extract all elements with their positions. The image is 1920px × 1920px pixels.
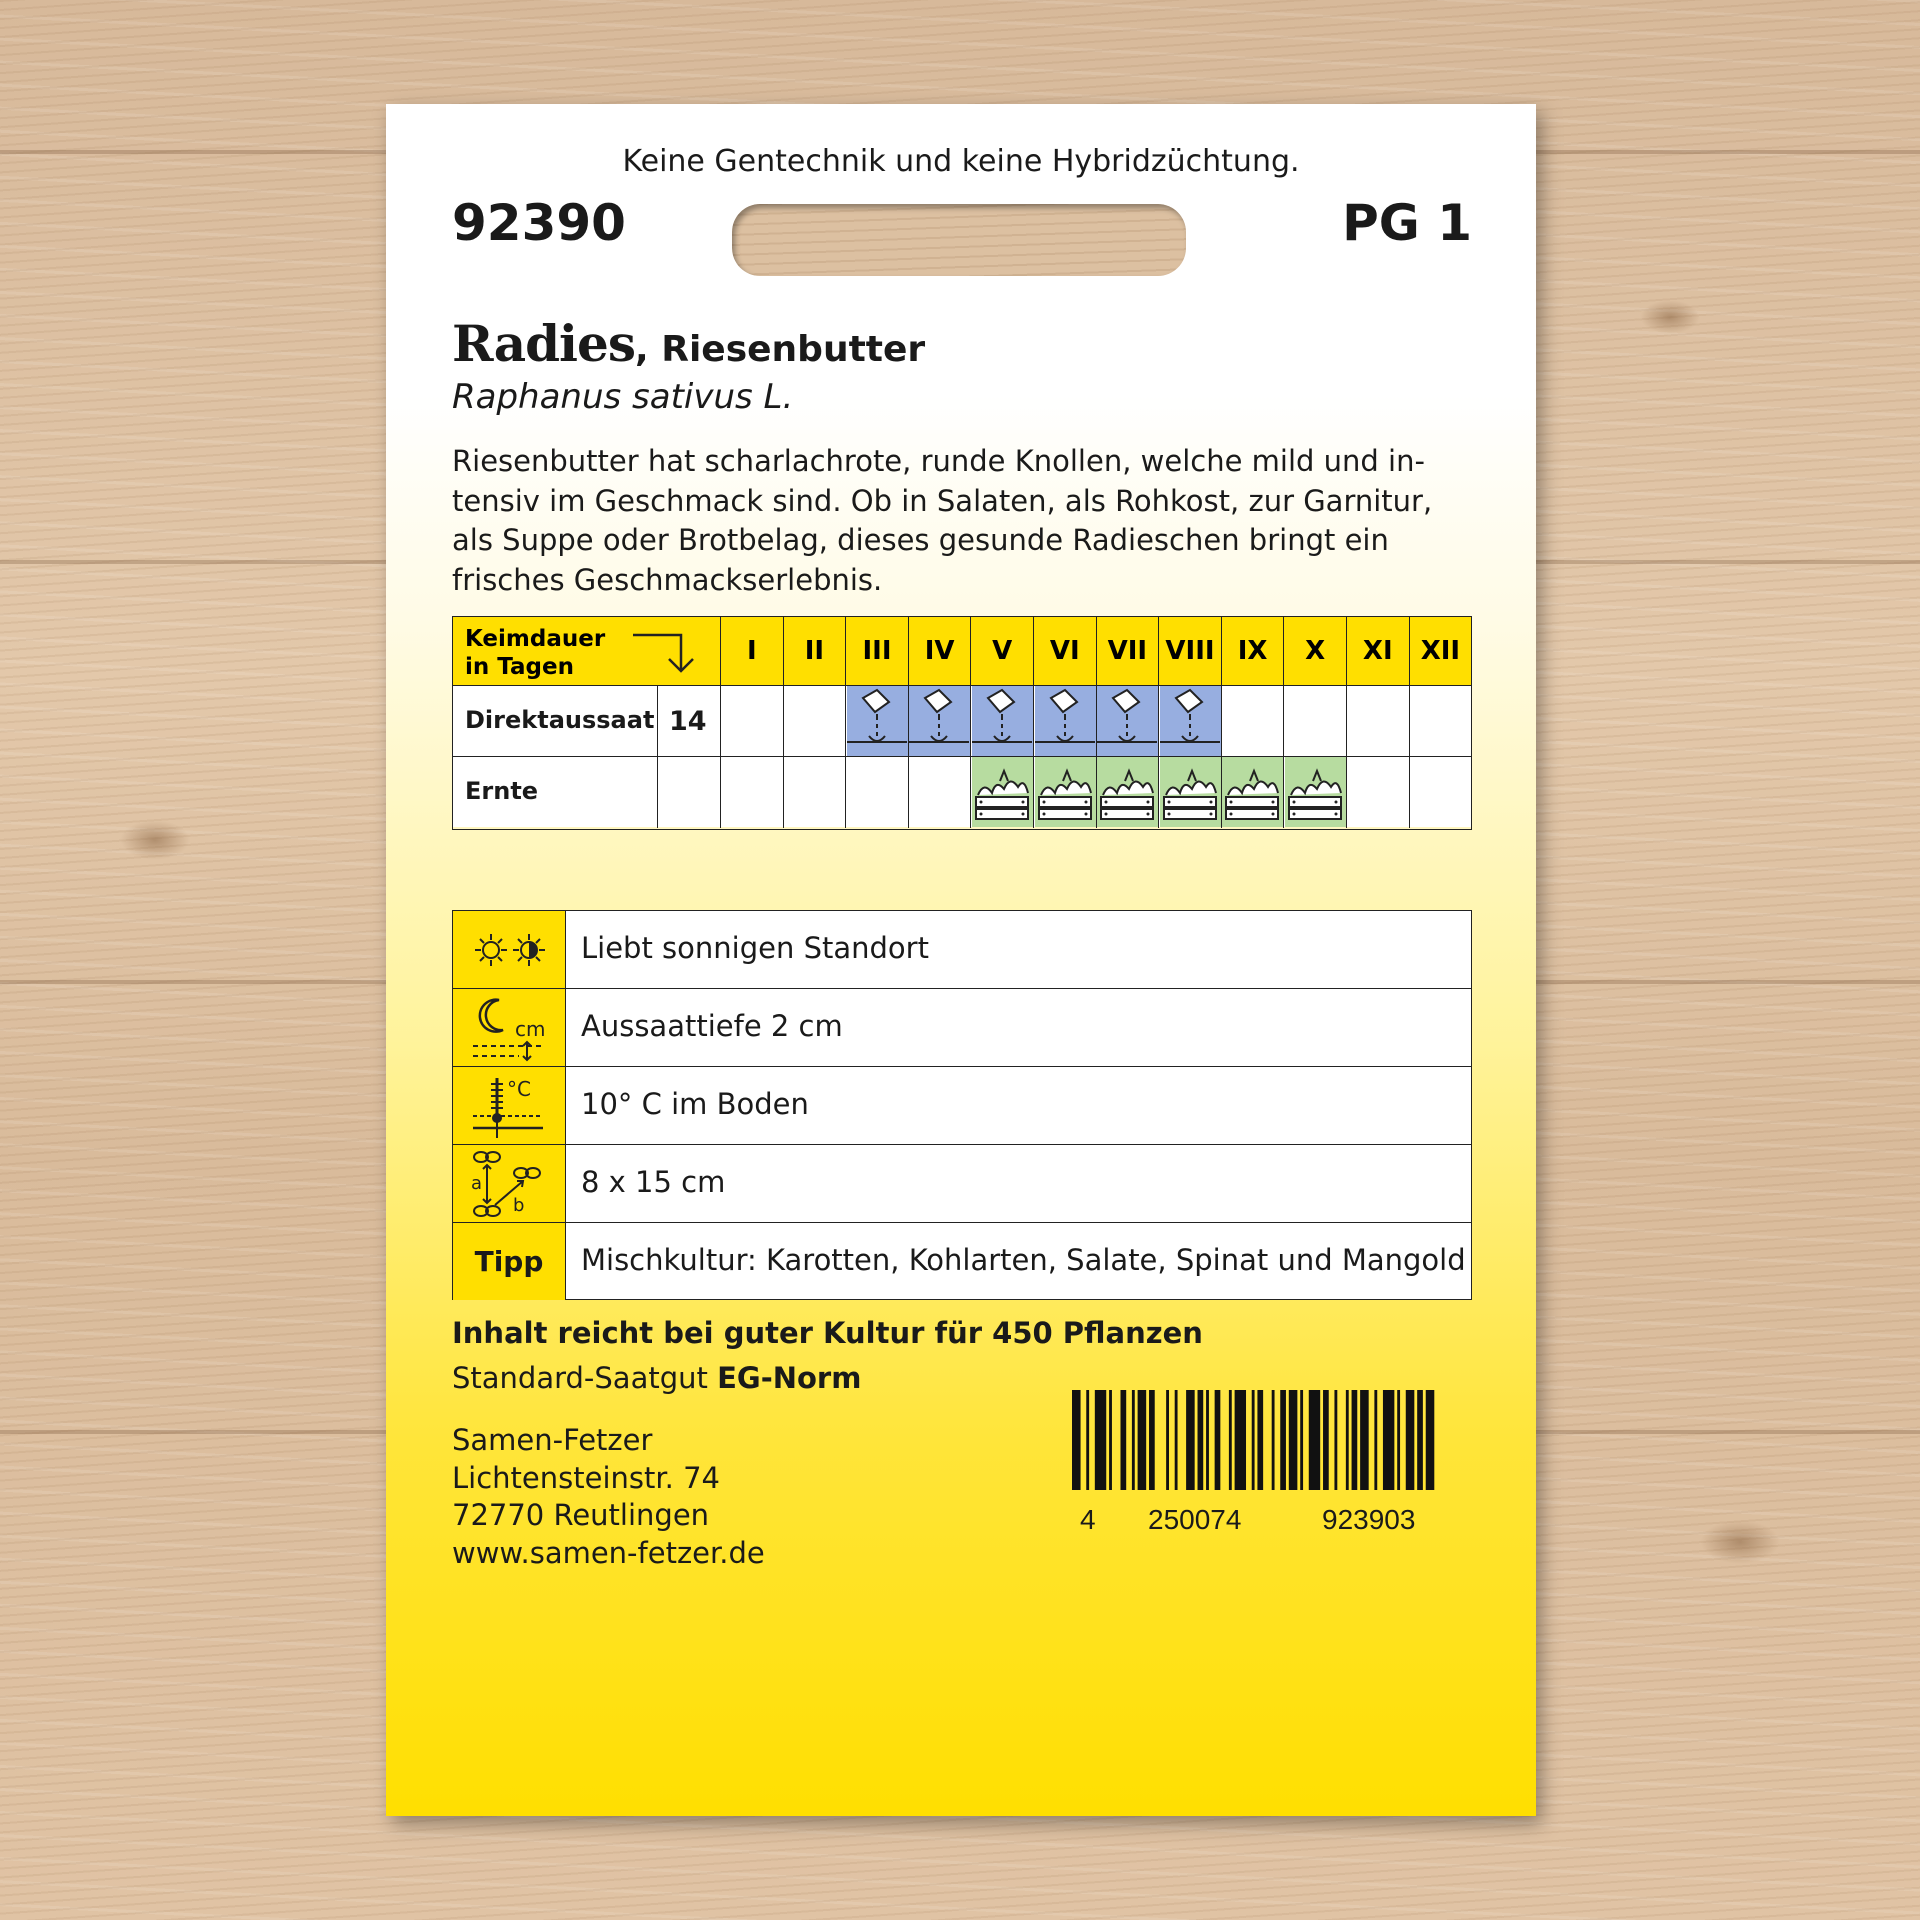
barcode-digits-left: 250074 <box>1148 1504 1242 1535</box>
barcode-bar <box>1252 1390 1255 1490</box>
sowing-calendar <box>452 616 1472 830</box>
seed-packet-icon <box>1097 686 1157 754</box>
address-line: 72770 Reutlingen <box>452 1498 710 1532</box>
soil-thermometer-icon <box>469 1072 549 1140</box>
info-icon-cell <box>453 1145 566 1222</box>
tagline: Keine Gentechnik und keine Hybridzüchtung. <box>622 144 1300 179</box>
barcode-bar <box>1072 1390 1081 1490</box>
barcode-bar <box>1426 1390 1435 1490</box>
barcode-bar <box>1109 1390 1112 1490</box>
barcode-bar <box>1309 1390 1320 1490</box>
barcode-bar <box>1374 1390 1377 1490</box>
icon-text-a: a <box>471 1172 483 1194</box>
month-header-VII: VII <box>1096 617 1159 685</box>
barcode-bar <box>1406 1390 1415 1490</box>
month-column-divider <box>1346 686 1347 828</box>
price-group: PG 1 <box>1342 194 1472 252</box>
description-line: frisches Geschmackserlebnis. <box>452 562 883 597</box>
barcode-digit-first: 4 <box>1080 1504 1096 1535</box>
harvest-crate-icon <box>1160 757 1220 825</box>
seed-packet-icon <box>909 686 969 754</box>
barcode-bar <box>1215 1390 1221 1490</box>
description-line: als Suppe oder Brotbelag, dieses gesunde Radieschen bringt ein <box>452 523 1389 557</box>
germination-label-line1: Keimdauer <box>465 626 606 652</box>
info-row-location <box>453 911 1471 989</box>
wood-knot <box>120 820 190 860</box>
description <box>452 442 1482 600</box>
plant-spacing-icon <box>469 1149 549 1219</box>
company-address <box>452 1422 765 1572</box>
info-text: Mischkultur: Karotten, Kohlarten, Salate, Spinat und Mangold <box>581 1243 1466 1277</box>
sowing-month-cell <box>1097 686 1158 756</box>
harvest-crate-icon <box>1035 757 1095 825</box>
barcode-bar <box>1095 1390 1106 1490</box>
harvest-month-cell <box>1035 757 1096 827</box>
barcode-bar <box>1272 1390 1275 1490</box>
info-row-depth <box>453 989 1471 1067</box>
info-text: Liebt sonnigen Standort <box>581 931 929 965</box>
info-row-temperature <box>453 1067 1471 1145</box>
barcode-bar <box>1417 1390 1423 1490</box>
wood-knot <box>1640 300 1700 334</box>
days-column-divider <box>657 686 658 828</box>
month-column-divider <box>720 686 721 828</box>
harvest-crate-icon <box>972 757 1032 825</box>
germination-label <box>465 625 605 681</box>
harvest-crate-icon <box>1097 757 1157 825</box>
seed-packet-icon <box>1160 686 1220 754</box>
info-icon-cell <box>453 1067 566 1144</box>
info-row-tip <box>453 1223 1471 1300</box>
barcode-bar <box>1300 1390 1303 1490</box>
barcode-bar <box>1120 1390 1126 1490</box>
product-title-variety: , Riesenbutter <box>635 329 926 370</box>
sowing-month-cell <box>1160 686 1221 756</box>
barcode-bar <box>1334 1390 1337 1490</box>
month-header-II: II <box>783 617 846 685</box>
description-line: Riesenbutter hat scharlachrote, runde Knollen, welche mild und in- <box>452 444 1425 478</box>
barcode-bar <box>1166 1390 1169 1490</box>
info-text: 10° C im Boden <box>581 1087 809 1121</box>
month-column-divider <box>1409 686 1410 828</box>
product-title-main: Radies <box>452 314 636 373</box>
info-icon-cell <box>453 989 566 1066</box>
icon-text-b: b <box>513 1194 525 1216</box>
seed-packet-icon <box>847 686 907 754</box>
barcode-bar <box>1352 1390 1358 1490</box>
seed-packet-icon <box>1035 686 1095 754</box>
month-column-divider <box>783 686 784 828</box>
month-header-I: I <box>720 617 783 685</box>
row-label: Direktaussaat <box>465 706 655 734</box>
month-header-XII: XII <box>1409 617 1472 685</box>
month-header-VI: VI <box>1033 617 1096 685</box>
latin-name: Raphanus sativus L. <box>452 377 794 417</box>
seed-packet-back <box>386 104 1536 1816</box>
article-number: 92390 <box>452 194 626 252</box>
icon-text-celsius: °C <box>507 1076 531 1101</box>
info-row-spacing <box>453 1145 1471 1223</box>
harvest-crate-icon <box>1222 757 1282 825</box>
harvest-month-cell <box>1160 757 1221 827</box>
month-header-IV: IV <box>908 617 971 685</box>
address-line: Samen-Fetzer <box>452 1423 653 1457</box>
website-link[interactable]: www.samen-fetzer.de <box>452 1535 765 1570</box>
barcode-bar <box>1175 1390 1178 1490</box>
harvest-month-cell <box>1222 757 1283 827</box>
sowing-month-cell <box>972 686 1033 756</box>
barcode-bar <box>1383 1390 1394 1490</box>
harvest-month-cell <box>1285 757 1346 827</box>
barcode-bar <box>1346 1390 1349 1490</box>
barcode-bar <box>1360 1390 1369 1490</box>
month-header-III: III <box>845 617 908 685</box>
address-line: Lichtensteinstr. 74 <box>452 1460 720 1495</box>
barcode-digits-right: 923903 <box>1322 1504 1416 1535</box>
sowing-month-cell <box>847 686 908 756</box>
barcode-bar <box>1280 1390 1286 1490</box>
icon-text-cm: cm <box>515 1016 546 1041</box>
row-label: Ernte <box>465 777 539 805</box>
seed-standard <box>452 1361 861 1395</box>
barcode-bar <box>1235 1390 1246 1490</box>
info-icon-cell <box>453 911 566 988</box>
growing-info-table <box>452 910 1472 1300</box>
seed-standard-norm: EG-Norm <box>717 1361 862 1395</box>
sowing-month-cell <box>1035 686 1096 756</box>
barcode-bar <box>1206 1390 1209 1490</box>
barcode-bar <box>1132 1390 1135 1490</box>
month-header-VIII: VIII <box>1158 617 1221 685</box>
wood-knot <box>1700 1520 1780 1564</box>
barcode-bar <box>1289 1390 1298 1490</box>
info-text: Aussaattiefe 2 cm <box>581 1009 843 1043</box>
hanging-slot <box>732 204 1186 276</box>
product-title <box>452 314 925 373</box>
info-icon-cell <box>453 1223 566 1300</box>
sun-halfsun-icon <box>471 928 547 972</box>
month-header-XI: XI <box>1346 617 1409 685</box>
barcode-bar <box>1229 1390 1232 1490</box>
month-header-X: X <box>1283 617 1346 685</box>
barcode-bar <box>1323 1390 1329 1490</box>
barcode-bar <box>1138 1390 1147 1490</box>
harvest-month-cell <box>972 757 1033 827</box>
sowing-month-cell <box>909 686 970 756</box>
germination-label-line2: in Tagen <box>465 654 574 680</box>
harvest-crate-icon <box>1285 757 1345 825</box>
tip-label: Tipp <box>474 1245 544 1278</box>
arrow-down-right-icon <box>629 631 709 675</box>
barcode-bar <box>1257 1390 1263 1490</box>
barcode-bar <box>1186 1390 1195 1490</box>
month-header-V: V <box>970 617 1033 685</box>
month-header-IX: IX <box>1221 617 1284 685</box>
seed-standard-prefix: Standard-Saatgut <box>452 1361 718 1395</box>
barcode-bar <box>1397 1390 1400 1490</box>
germination-days: 14 <box>669 706 707 737</box>
description-line: tensiv im Geschmack sind. Ob in Salaten, als Rohkost, zur Garnitur, <box>452 483 1433 518</box>
sowing-depth-icon <box>469 994 549 1062</box>
barcode <box>1072 1390 1440 1490</box>
content-note: Inhalt reicht bei guter Kultur für 450 Pflanzen <box>452 1316 1203 1350</box>
barcode-bar <box>1149 1390 1155 1490</box>
barcode-bar <box>1086 1390 1089 1490</box>
harvest-month-cell <box>1097 757 1158 827</box>
barcode-bar <box>1198 1390 1204 1490</box>
seed-packet-icon <box>972 686 1032 754</box>
info-text: 8 x 15 cm <box>581 1165 726 1199</box>
